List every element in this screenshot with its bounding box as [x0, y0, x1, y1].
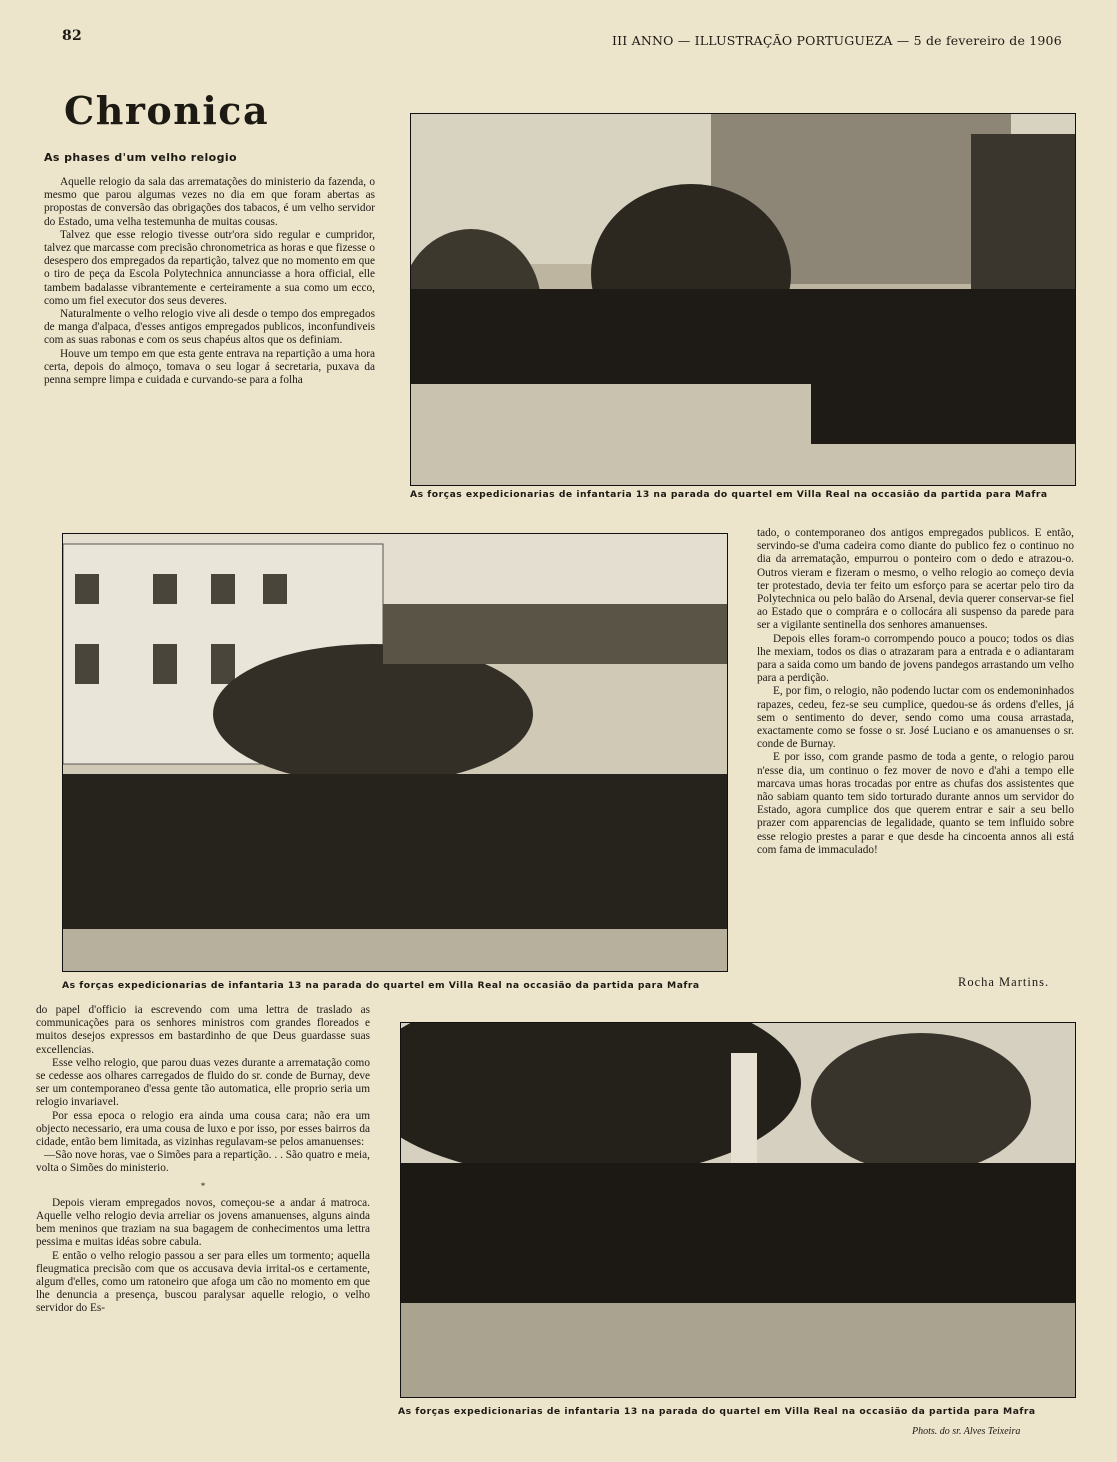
article-column-1 [44, 176, 375, 387]
section-title: Chronica [64, 88, 270, 133]
paragraph: tado, o contemporaneo dos antigos empregados publicos. E então, servindo-se d'uma cadeira como diante do publico fez o continuo no dia da arrematação, empurrou o ponteiro com o dedo e atrazou-o. Outros vieram e fizeram o mesmo, o velho relogio ao começo devia ter protestado, devia ter feito um esforço para se acertar pelo tiro da Polytechnica ou pelo balão do Arsenal, devia querer conservar-se fiel ao Estado que o comprára e o collocára ali suspenso da parede para ser a vigilante sentinella dos senhores amanuenses. [757, 527, 1074, 632]
running-head: III ANNO — ILLUSTRAÇÃO PORTUGUEZA — 5 de fevereiro de 1906 [612, 33, 1062, 48]
photo-middle-caption: As forças expedicionarias de infantaria 13 na parada do quartel em Villa Real na occasião da partida para Mafra [62, 980, 700, 991]
photo-top-image [411, 114, 1075, 485]
photo-middle-image [63, 534, 727, 971]
paragraph: E então o velho relogio passou a ser para elles um tormento; aquella fleugmatica precisão com que os accusava devia irrital-os e certamente, algum d'elles, como um ratoneiro que afoga um cão no momento em que lhe denuncia a presença, buscou paralysar aquelle relogio, o velho servidor do Es- [36, 1249, 370, 1315]
photo-credit: Phots. do sr. Alves Teixeira [912, 1426, 1021, 1437]
dialog-line: —São nove horas, vae o Simões para a repartição. . . São quatro e meia, volta o Simões do ministerio. [36, 1149, 370, 1175]
paragraph: Depois vieram empregados novos, começou-se a andar á matroca. Aquelle velho relogio devia arreliar os jovens amanuenses, alguns ainda bem meninos que traziam na sua bagagem de conhecimentos uma lettra pessima e muitas idéas sobre cabula. [36, 1196, 370, 1249]
article-column-3 [36, 1004, 370, 1316]
photo-top-troops-church [410, 113, 1076, 486]
paragraph: Naturalmente o velho relogio vive ali desde o tempo dos empregados de manga d'alpaca, d'esses antigos empregados publicos, inconfundiveis com as suas rabonas e com os seus chapéus altos que os definiam. [44, 308, 375, 347]
paragraph: do papel d'officio ia escrevendo com uma lettra de traslado as communicações para os senhores ministros com grandes floreados e muitos desejos expressos em bastardinho de que Deus guardasse suas excellencias. [36, 1004, 370, 1056]
paragraph: E, por fim, o relogio, não podendo luctar com os endemoninhados rapazes, cedeu, fez-se seu cumplice, quedou-se ás ordens d'elles, já sem o sentimento do dever, sendo como uma cousa arrastada, exactamente como se fosse o sr. José Luciano e os amanuenses o sr. conde de Burnay. [757, 685, 1074, 751]
article-subtitle: As phases d'um velho relogio [44, 151, 238, 164]
paragraph: Talvez que esse relogio tivesse outr'ora sido regular e cumpridor, talvez que marcasse com precisão chronometrica as horas e que fizesse o desespero dos empregados da repartição, talvez que no momento em que o tiro de peça da Escola Polytechnica annunciasse a hora official, elle tambem badalasse vibrantemente e certeiramente a sua como um ecco, como um fiel executor dos seus deveres. [44, 228, 375, 307]
section-separator: * [200, 1180, 206, 1191]
photo-bottom-image [401, 1023, 1075, 1397]
paragraph: Por essa epoca o relogio era ainda uma cousa cara; não era um objecto necessario, era uma cousa de luxo e por isso, por esses bairros da cidade, então bem limitada, as vizinhas regulavam-se pelos amanuenses: [36, 1109, 370, 1149]
author-signature: Rocha Martins. [958, 975, 1050, 989]
page-number: 82 [62, 28, 82, 44]
paragraph: Houve um tempo em que esta gente entrava na repartição a uma hora certa, depois do almoço, tomava o seu logar á secretaria, puxava da penna sempre limpa e cuidada e curvando-se para a folha [44, 347, 375, 387]
photo-middle-barracks-parade [62, 533, 728, 972]
photo-top-caption: As forças expedicionarias de infantaria 13 na parada do quartel em Villa Real na occasião da partida para Mafra [410, 489, 1048, 500]
paragraph: E por isso, com grande pasmo de toda a gente, o relogio parou n'esse dia, um continuo o fez mover de novo e d'ahi a tempo elle marcava umas horas trocadas por entre as chufas dos assistentes que não sabiam quanto tem sido torturado durante annos um servidor do Estado, agora cumplice dos que querem entrar e sair a seu bello prazer com apparencias de legalidade, quanto se tem influido sobre esse relogio prestes a parar e que desde ha cincoenta annos ali está com fama de immaculado! [757, 751, 1074, 856]
article-column-2 [757, 527, 1074, 857]
photo-bottom-troops-formation [400, 1022, 1076, 1398]
paragraph: Esse velho relogio, que parou duas vezes durante a arrematação como se cedesse aos olhares carregados de fluido do sr. conde de Burnay, deve ser um contemporaneo d'essa gente tão automatica, elle proprio seria um relogio invariavel. [36, 1056, 370, 1109]
paragraph: Depois elles foram-o corrompendo pouco a pouco; todos os dias lhe mexiam, todos os dias o atrazaram para a entrada e o adiantaram para a saida como um bando de jovens pandegos arrastando um velho para a perdição. [757, 632, 1074, 685]
photo-bottom-caption: As forças expedicionarias de infantaria 13 na parada do quartel em Villa Real na occasião da partida para Mafra [398, 1406, 1036, 1417]
paragraph: Aquelle relogio da sala das arrematações do ministerio da fazenda, o mesmo que parou algumas vezes no dia em que foram abertas as propostas de conversão das obrigações dos tabacos, é um velho servidor do Estado, uma velha testemunha de muitas cousas. [44, 176, 375, 228]
